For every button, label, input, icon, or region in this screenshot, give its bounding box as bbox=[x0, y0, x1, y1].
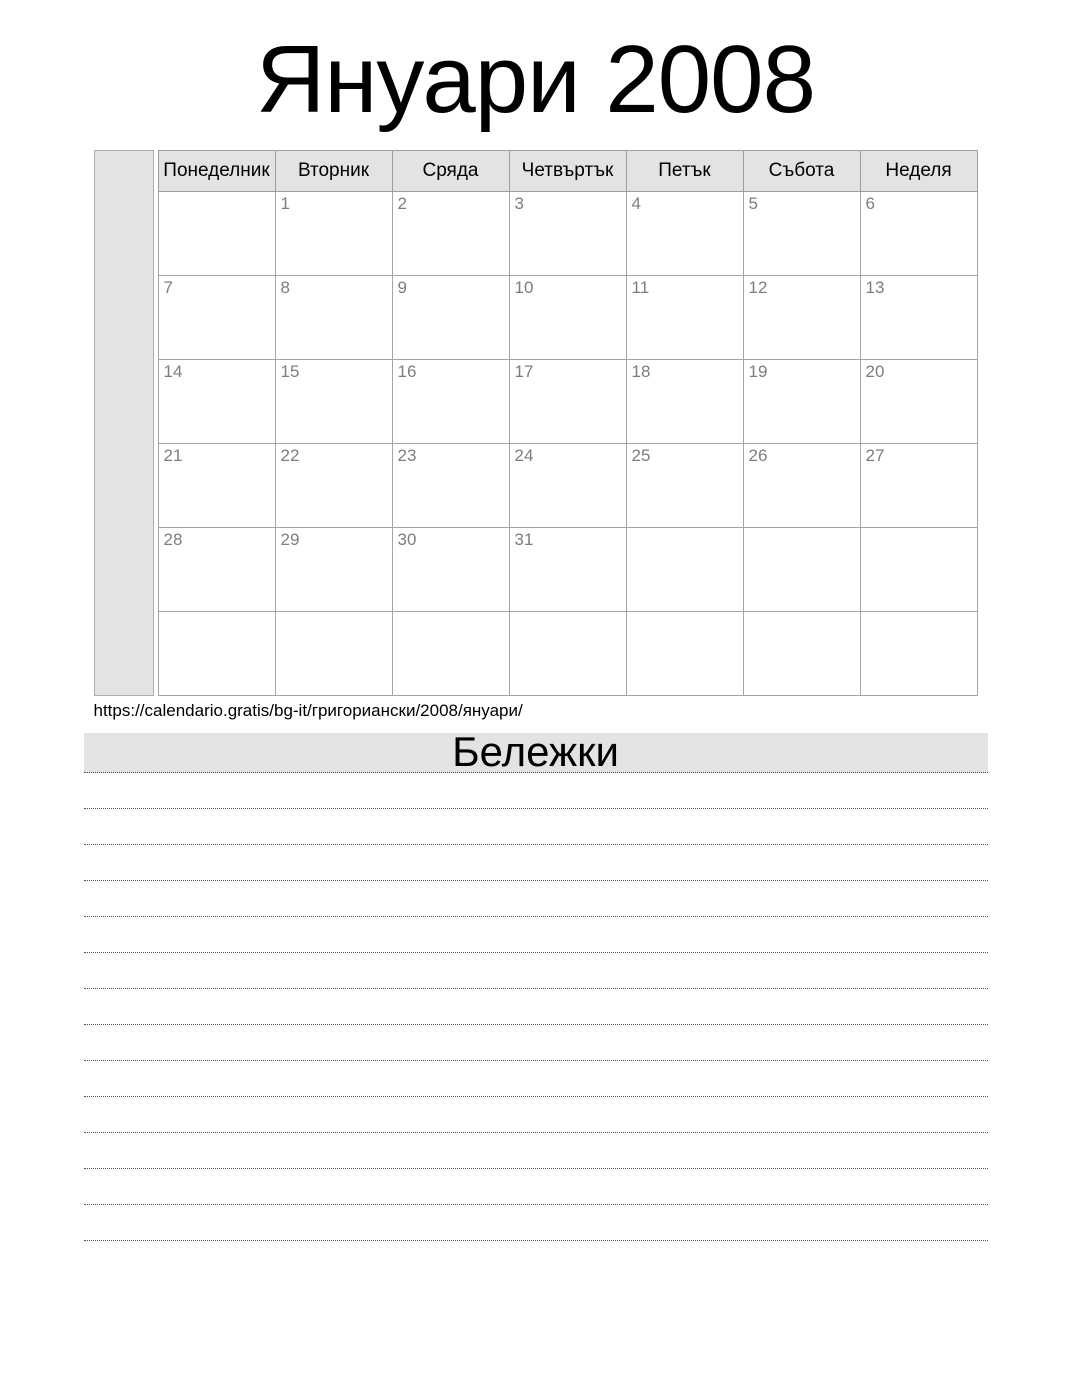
weekday-header: Понеделник bbox=[158, 150, 275, 191]
day-cell bbox=[158, 527, 275, 611]
note-line bbox=[84, 809, 988, 845]
day-cell bbox=[860, 527, 977, 611]
weekday-header: Вторник bbox=[275, 150, 392, 191]
day-number: 11 bbox=[631, 277, 650, 297]
calendar-side-column bbox=[94, 150, 154, 696]
day-cell bbox=[509, 275, 626, 359]
day-number: 7 bbox=[163, 277, 173, 297]
week-row bbox=[158, 275, 977, 359]
day-number: 19 bbox=[748, 361, 768, 381]
calendar-table bbox=[158, 150, 978, 696]
day-number: 29 bbox=[280, 529, 300, 549]
day-cell bbox=[743, 275, 860, 359]
day-number: 14 bbox=[163, 361, 183, 381]
day-cell bbox=[275, 527, 392, 611]
day-number: 4 bbox=[631, 193, 641, 213]
day-number: 21 bbox=[163, 445, 183, 465]
note-line bbox=[84, 773, 988, 809]
day-cell bbox=[275, 443, 392, 527]
week-row bbox=[158, 359, 977, 443]
day-cell bbox=[860, 443, 977, 527]
day-cell bbox=[509, 359, 626, 443]
day-number: 30 bbox=[397, 529, 417, 549]
day-cell bbox=[392, 611, 509, 695]
day-number: 25 bbox=[631, 445, 651, 465]
note-line bbox=[84, 845, 988, 881]
note-line bbox=[84, 1061, 988, 1097]
notes-lines bbox=[84, 773, 988, 1241]
day-cell bbox=[743, 191, 860, 275]
day-number: 6 bbox=[865, 193, 875, 213]
day-cell bbox=[158, 443, 275, 527]
calendar bbox=[94, 150, 978, 696]
day-number: 24 bbox=[514, 445, 534, 465]
day-number: 20 bbox=[865, 361, 885, 381]
weekday-header: Неделя bbox=[860, 150, 977, 191]
day-cell bbox=[392, 275, 509, 359]
day-cell bbox=[392, 443, 509, 527]
week-row bbox=[158, 443, 977, 527]
day-number: 23 bbox=[397, 445, 417, 465]
day-number: 31 bbox=[514, 529, 534, 549]
day-cell bbox=[626, 527, 743, 611]
day-number: 17 bbox=[514, 361, 534, 381]
notes-section bbox=[84, 728, 988, 1241]
day-number: 27 bbox=[865, 445, 885, 465]
day-cell bbox=[626, 443, 743, 527]
day-cell bbox=[158, 191, 275, 275]
day-cell bbox=[860, 275, 977, 359]
day-cell bbox=[743, 611, 860, 695]
weekday-header: Петък bbox=[626, 150, 743, 191]
day-cell bbox=[158, 611, 275, 695]
day-number: 8 bbox=[280, 277, 290, 297]
week-row bbox=[158, 191, 977, 275]
day-cell bbox=[743, 443, 860, 527]
day-cell bbox=[743, 527, 860, 611]
page-title: Януари 2008 bbox=[256, 26, 815, 133]
day-number: 2 bbox=[397, 193, 407, 213]
weekday-header: Сряда bbox=[392, 150, 509, 191]
day-number: 22 bbox=[280, 445, 300, 465]
week-row bbox=[158, 611, 977, 695]
weekday-header: Четвъртък bbox=[509, 150, 626, 191]
day-number: 28 bbox=[163, 529, 183, 549]
note-line bbox=[84, 989, 988, 1025]
note-line bbox=[84, 1205, 988, 1241]
note-line bbox=[84, 1169, 988, 1205]
day-cell bbox=[860, 359, 977, 443]
day-cell bbox=[275, 191, 392, 275]
day-number: 10 bbox=[514, 277, 534, 297]
weekday-header-row bbox=[158, 150, 977, 191]
note-line bbox=[84, 881, 988, 917]
day-cell bbox=[860, 611, 977, 695]
day-cell bbox=[275, 275, 392, 359]
day-cell bbox=[509, 527, 626, 611]
day-cell bbox=[158, 359, 275, 443]
day-number: 15 bbox=[280, 361, 300, 381]
day-cell bbox=[509, 191, 626, 275]
day-cell bbox=[626, 611, 743, 695]
note-line bbox=[84, 953, 988, 989]
day-cell bbox=[626, 191, 743, 275]
note-line bbox=[84, 1133, 988, 1169]
note-line bbox=[84, 1097, 988, 1133]
day-cell bbox=[626, 275, 743, 359]
day-number: 16 bbox=[397, 361, 417, 381]
day-number: 3 bbox=[514, 193, 524, 213]
day-cell bbox=[860, 191, 977, 275]
day-number: 5 bbox=[748, 193, 758, 213]
day-number: 12 bbox=[748, 277, 768, 297]
day-number: 18 bbox=[631, 361, 651, 381]
source-url: https://calendario.gratis/bg-it/григориански/2008/януари/ bbox=[93, 700, 523, 720]
day-cell bbox=[392, 359, 509, 443]
day-cell bbox=[626, 359, 743, 443]
day-cell bbox=[158, 275, 275, 359]
day-number: 9 bbox=[397, 277, 407, 297]
calendar-body bbox=[158, 191, 977, 695]
day-cell bbox=[392, 527, 509, 611]
note-line bbox=[84, 917, 988, 953]
day-cell bbox=[509, 443, 626, 527]
day-cell bbox=[392, 191, 509, 275]
note-line bbox=[84, 1025, 988, 1061]
day-cell bbox=[743, 359, 860, 443]
weekday-header: Събота bbox=[743, 150, 860, 191]
day-cell bbox=[275, 611, 392, 695]
day-number: 13 bbox=[865, 277, 885, 297]
day-cell bbox=[275, 359, 392, 443]
day-number: 1 bbox=[280, 193, 290, 213]
notes-header: Бележки bbox=[84, 733, 988, 773]
day-number: 26 bbox=[748, 445, 768, 465]
week-row bbox=[158, 527, 977, 611]
day-cell bbox=[509, 611, 626, 695]
